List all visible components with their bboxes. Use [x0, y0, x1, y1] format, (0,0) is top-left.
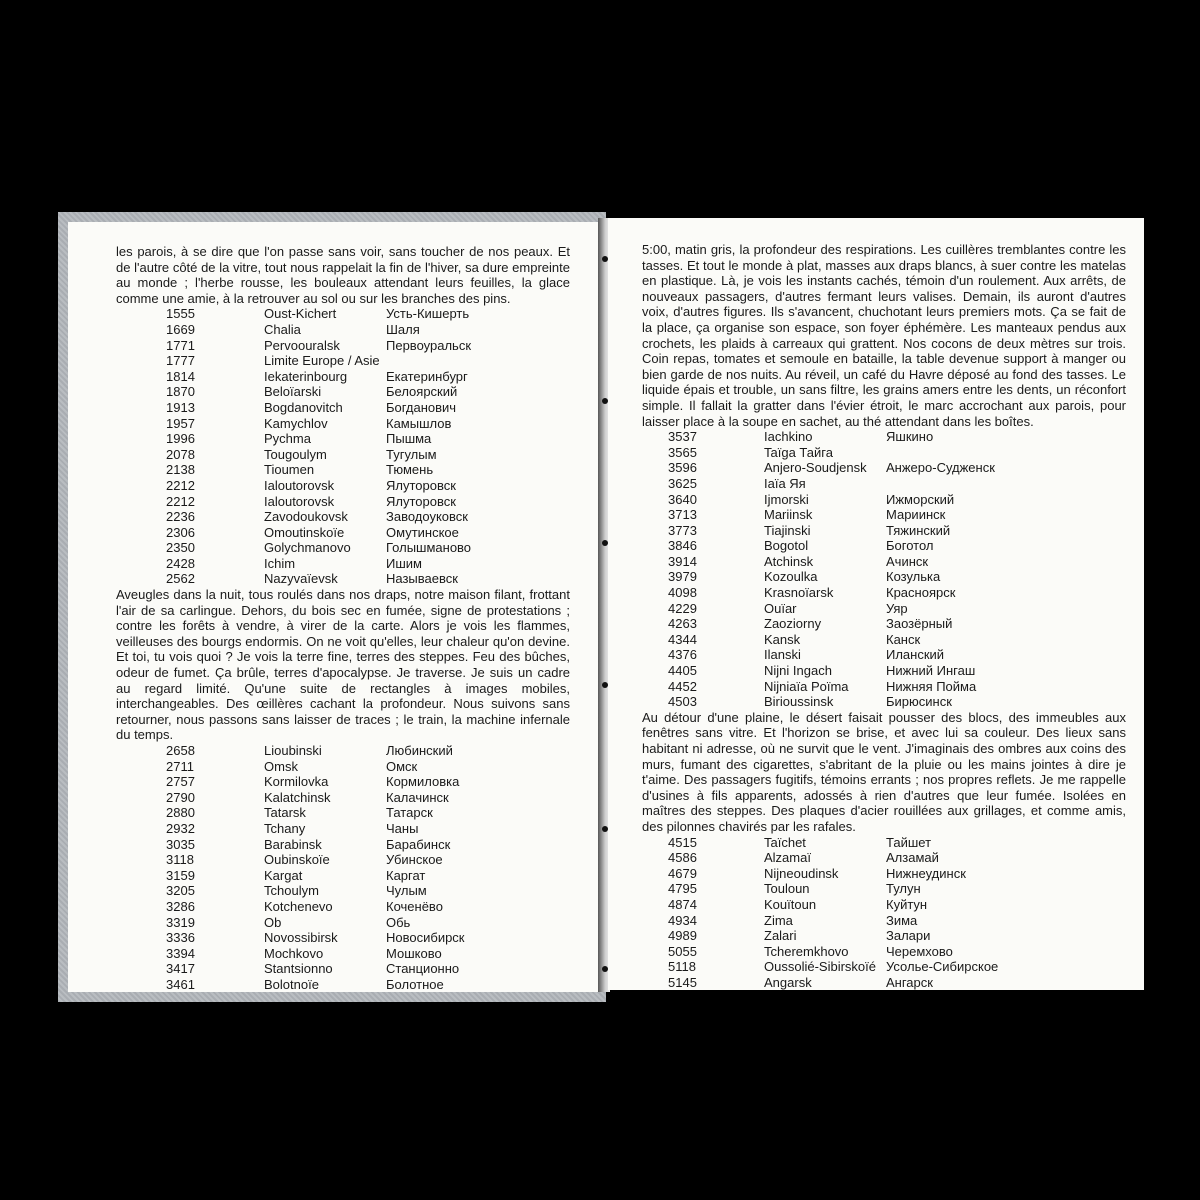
km-cell: 3596: [668, 460, 697, 476]
km-cell: 2350: [166, 540, 195, 556]
station-row: [642, 647, 1126, 663]
station-row: [642, 445, 1126, 461]
station-row: [116, 977, 570, 993]
station-name: Tougoulym: [264, 446, 327, 462]
station-name-ru: Зима: [886, 912, 918, 928]
km-cell: 2212: [166, 493, 195, 509]
km-cell: 4874: [668, 896, 697, 912]
station-name-ru: Анжеро-Судженск: [886, 460, 995, 476]
station-name: Chalia: [264, 321, 301, 337]
km-cell: 3118: [166, 852, 194, 868]
km-cell: 3417: [166, 961, 195, 977]
km-cell: 3159: [166, 867, 195, 883]
station-name: Tioumen: [264, 462, 315, 478]
station-name: Ob: [264, 914, 282, 930]
station-name-ru: Усолье-Сибирское: [886, 959, 999, 975]
km-cell: 1669: [166, 321, 195, 337]
station-row: [642, 866, 1126, 882]
km-cell: 3625: [668, 475, 697, 491]
station-row: [642, 554, 1126, 570]
km-cell: 4098: [668, 585, 697, 601]
station-name-ru: Ангарск: [886, 974, 933, 990]
station-name: Oussolié-Sibirskoïé: [764, 959, 876, 975]
station-row: [642, 928, 1126, 944]
station-table: [116, 743, 570, 993]
station-name: Iekaterinbourg: [264, 368, 348, 384]
station-row: [116, 369, 570, 385]
km-cell: 4344: [668, 631, 697, 647]
km-cell: 4515: [668, 834, 697, 850]
left-page: [68, 222, 598, 992]
station-name-ru: Чулым: [386, 883, 427, 899]
station-name-ru: Черемхово: [886, 943, 953, 959]
station-name: Angarsk: [764, 974, 812, 990]
station-row: [116, 899, 570, 915]
station-name: Ilanski: [764, 647, 801, 663]
station-name-ru: Заозёрный: [886, 616, 953, 632]
km-cell: 2757: [166, 774, 195, 790]
station-name-ru: Обь: [386, 914, 411, 930]
km-cell: 2562: [166, 571, 195, 587]
station-name-ru: Канск: [886, 631, 921, 647]
station-name-ru: Нижний Ингаш: [886, 663, 976, 679]
station-table: [116, 306, 570, 587]
km-cell: 1870: [166, 384, 195, 400]
station-name-ru: [386, 353, 570, 369]
station-table: [642, 835, 1126, 991]
station-name-ru: Козулька: [886, 569, 941, 585]
station-name: Kotchenevo: [264, 898, 333, 914]
station-name-ru: Голышманово: [386, 540, 472, 556]
station-row: [642, 679, 1126, 695]
station-row: [116, 525, 570, 541]
station-row: [642, 835, 1126, 851]
station-name: Zalari: [764, 928, 797, 944]
station-name: Iachkino: [764, 429, 813, 445]
km-cell: 4376: [668, 647, 697, 663]
station-name-ru: Ачинск: [886, 553, 929, 569]
station-name-ru: Тугулым: [386, 446, 437, 462]
station-name-ru: Красноярск: [886, 585, 956, 601]
station-name-ru: Коченёво: [386, 898, 443, 914]
station-name-ru: Уяр: [886, 600, 908, 616]
km-cell: 3035: [166, 836, 195, 852]
km-cell: 3640: [668, 491, 697, 507]
km-cell: 1913: [166, 399, 195, 415]
station-name: Tchoulym: [264, 883, 319, 899]
station-row: [642, 429, 1126, 445]
km-cell: 5118: [668, 959, 696, 975]
station-name-ru: Тулун: [886, 881, 921, 897]
station-name-ru: Ялуторовск: [386, 493, 456, 509]
km-cell: 2428: [166, 555, 195, 571]
station-name: Kormilovka: [264, 774, 329, 790]
station-name-ru: Белоярский: [386, 384, 458, 400]
station-name-ru: Екатеринбург: [386, 368, 468, 384]
paragraph: 5:00, matin gris, la profondeur des respirations. Les cuillères tremblantes contre les tasses. Et tout le monde à plat, masses aux draps blancs, à suer contre les matelas en plastique. Là, je vois les instants cachés, témoin d'un roulement. Aux arrêts, de nouveaux passagers, d'autres fermant leurs valises. Demain, ils auront d'autres voix, d'autres figures. Ils s'avancent, chuchotant leurs premiers mots. Ça se fait de la place, ça organise son espace, son foyer éphémère. Les manteaux pendus aux crochets, les plaids à carreaux qui grattent. Nos cocons de deux mètres sur trois. Coin repas, tomates et semoule en bataille, la table devenue support à manger ou bien garde de nos nuits. Au réveil, un café du Havre déposé au fond des tasses. Le liquide épais et trouble, un sans filtre, les grains amers entre les dents, un réconfort simple. Il fallait la gratter dans l'évier étroit, le marc accrochant aux parois, pour laisser place à la soupe en sachet, au thé attendant dans les boîtes.: [642, 242, 1126, 429]
km-cell: 3914: [668, 553, 697, 569]
station-row: [116, 868, 570, 884]
station-name: Nijni Ingach: [764, 663, 832, 679]
station-name-ru: Каргат: [386, 867, 426, 883]
station-name-ru: [886, 445, 1126, 461]
station-name: Omoutinskoïe: [264, 524, 345, 540]
km-cell: 1771: [166, 337, 195, 353]
station-name-ru: Яшкино: [886, 429, 934, 445]
station-name: Nazyvaïevsk: [264, 571, 338, 587]
km-cell: 3205: [166, 883, 195, 899]
station-row: [642, 959, 1126, 975]
paragraph: Aveugles dans la nuit, tous roulés dans nos draps, notre maison filant, frottant l'air de sa carlingue. Dehors, du bois sec en fumée, signe de protestations ; contre les forêts à vendre, à virer de la carte. Alors je vois les flammes, veilleuses des bourgs endormis. On ne voit qu'elles, leur chaleur qu'on devine. Et toi, tu vois quoi ? Je vois la terre fine, terres des steppes. Feu des bûches, odeur de fumet. Ça brûle, terres d'apocalypse. Je traverse. Je suis un cadre au regard limité. Qu'une suite de rectangles à images mobiles, interchangeables. Des œillères cachant la profondeur. Nous suivons sans retourner, nous passons sans laisser de traces ; le train, la machine infernale du temps.: [116, 587, 570, 743]
station-name: Lioubinski: [264, 743, 322, 758]
station-row: [116, 930, 570, 946]
station-name: Anjero-Soudjensk: [764, 460, 867, 476]
station-name: Kamychlov: [264, 415, 328, 431]
station-name-ru: Калачинск: [386, 789, 449, 805]
km-cell: 4989: [668, 928, 697, 944]
station-row: [642, 694, 1126, 710]
station-row: [642, 601, 1126, 617]
station-name-ru: Нижнеудинск: [886, 865, 966, 881]
station-row: [642, 523, 1126, 539]
station-name: Pychma: [264, 431, 311, 447]
km-cell: 3773: [668, 522, 697, 538]
station-row: [116, 883, 570, 899]
station-name: Zavodoukovsk: [264, 509, 348, 525]
station-name-ru: Шаля: [386, 321, 420, 337]
station-name-ru: Чаны: [386, 820, 419, 836]
station-row: [116, 462, 570, 478]
km-cell: 1777: [166, 353, 195, 369]
km-cell: 2236: [166, 509, 195, 525]
station-row: [116, 509, 570, 525]
station-name-ru: Любинский: [386, 743, 453, 758]
station-name: Krasnoïarsk: [764, 585, 834, 601]
station-row: [642, 897, 1126, 913]
station-name: Nijniaïa Poïma: [764, 678, 849, 694]
km-cell: 4263: [668, 616, 697, 632]
station-name: Omsk: [264, 758, 298, 774]
station-name-ru: Называевск: [386, 571, 458, 587]
station-name: Kargat: [264, 867, 303, 883]
station-name-ru: Мариинск: [886, 507, 946, 523]
station-row: [642, 476, 1126, 492]
km-cell: 2138: [166, 462, 195, 478]
km-cell: 4503: [668, 694, 697, 710]
station-name: Oubinskoïe: [264, 852, 330, 868]
paragraph: Au détour d'une plaine, le désert faisait pousser des blocs, des immeubles aux fenêtres sans vitre. Et l'horizon se brise, et avec lui sa couleur. Des lieux sans habitant ni adresse, où ne survit que le vent. J'imaginais des ombres aux coins des murs, fumant des cigarettes, s'abritant de la pluie ou les mains jointes à dire je t'aime. Des passagers fugitifs, témoins errants ; nos propres reflets. Je me rappelle d'usines à fils apparents, adossés à rien d'autres que leur fumée. Isolées en maîtres des steppes. Des plaques d'acier rouillées aux grillages, et comme amis, des pilonnes chavirés par les rafales.: [642, 709, 1126, 834]
station-row: [116, 400, 570, 416]
station-name-ru: Боготол: [886, 538, 934, 554]
station-row: [116, 915, 570, 931]
km-cell: 4586: [668, 850, 697, 866]
station-name-ru: Усть-Кишерть: [386, 306, 470, 322]
station-name-ru: Татарск: [386, 805, 433, 821]
station-name: Atchinsk: [764, 553, 814, 569]
station-row: [116, 961, 570, 977]
station-name: Ialoutorovsk: [264, 477, 335, 493]
station-row: [642, 944, 1126, 960]
station-row: [116, 384, 570, 400]
station-name: Alzamaï: [764, 850, 811, 866]
station-row: [116, 322, 570, 338]
km-cell: 3394: [166, 945, 195, 961]
station-name: Bogotol: [764, 538, 809, 554]
station-row: [642, 881, 1126, 897]
station-name: Tiajinski: [764, 522, 811, 538]
station-name: Kozoulka: [764, 569, 818, 585]
station-name-ru: Новосибирск: [386, 930, 465, 946]
km-cell: 2790: [166, 789, 195, 805]
station-name-ru: Пышма: [386, 431, 432, 447]
station-name-ru: Ялуторовск: [386, 477, 456, 493]
station-name: Zaoziorny: [764, 616, 822, 632]
km-cell: 3461: [166, 976, 195, 992]
station-row: [116, 353, 570, 369]
station-name: Kalatchinsk: [264, 789, 331, 805]
station-row: [116, 743, 570, 759]
km-cell: 1996: [166, 431, 195, 447]
station-name: Barabinsk: [264, 836, 322, 852]
km-cell: 4679: [668, 865, 697, 881]
station-name: Kouïtoun: [764, 896, 817, 912]
station-row: [642, 569, 1126, 585]
km-cell: 3336: [166, 930, 195, 946]
station-name-ru: Ишим: [386, 555, 422, 571]
station-row: [116, 759, 570, 775]
station-row: [116, 556, 570, 572]
station-name: Iaïa Яя: [764, 475, 806, 491]
km-cell: 2078: [166, 446, 195, 462]
station-name: Bolotnoïe: [264, 976, 319, 992]
km-cell: 2711: [166, 758, 194, 774]
paragraph: les parois, à se dire que l'on passe sans voir, sans toucher de nos peaux. Et de l'autre côté de la vitre, tout nous rappelait la fin de l'hiver, sa dure empreinte au monde ; l'herbe rousse, les bouleaux attendant leurs feuilles, la glace comme une amie, à la retrouver au sol ou sur les branches des pins.: [116, 244, 570, 306]
station-name: Tcheremkhovo: [764, 943, 849, 959]
station-row: [116, 837, 570, 853]
station-name-ru: Мошково: [386, 945, 442, 961]
station-name-ru: Станционно: [386, 961, 460, 977]
station-name-ru: Заводоуковск: [386, 509, 468, 525]
station-row: [116, 338, 570, 354]
km-cell: 4229: [668, 600, 697, 616]
km-cell: 3286: [166, 898, 195, 914]
station-row: [642, 913, 1126, 929]
station-name: Novossibirsk: [264, 930, 338, 946]
station-table: [642, 429, 1126, 710]
station-name: Golychmanovo: [264, 540, 351, 556]
km-cell: 1957: [166, 415, 195, 431]
station-name: Ouïar: [764, 600, 797, 616]
station-row: [116, 478, 570, 494]
station-name: Tchany: [264, 820, 306, 836]
station-name-ru: Кормиловка: [386, 774, 460, 790]
station-row: [116, 821, 570, 837]
station-row: [116, 946, 570, 962]
station-name: Taïchet: [764, 834, 806, 850]
station-row: [116, 431, 570, 447]
station-name-ru: Залари: [886, 928, 931, 944]
station-name-ru: Болотное: [386, 976, 444, 992]
station-name: Kansk: [764, 631, 801, 647]
station-name-ru: [886, 476, 1126, 492]
station-row: [642, 616, 1126, 632]
station-row: [116, 790, 570, 806]
station-row: [116, 852, 570, 868]
station-row: [642, 507, 1126, 523]
station-name: Stantsionno: [264, 961, 333, 977]
km-cell: 3537: [668, 429, 697, 445]
station-name-ru: Тайшет: [886, 834, 932, 850]
station-name: Beloïarski: [264, 384, 322, 400]
station-name-ru: Первоуральск: [386, 337, 472, 353]
km-cell: 3565: [668, 444, 697, 460]
station-name-ru: Камышлов: [386, 415, 452, 431]
km-cell: 2880: [166, 805, 195, 821]
station-row: [116, 447, 570, 463]
station-row: [642, 850, 1126, 866]
station-name-ru: Убинское: [386, 852, 443, 868]
station-name: Ialoutorovsk: [264, 493, 335, 509]
station-row: [116, 540, 570, 556]
km-cell: 3319: [166, 914, 195, 930]
km-cell: 4405: [668, 663, 697, 679]
station-row: [642, 663, 1126, 679]
station-name-ru: Барабинск: [386, 836, 451, 852]
station-name-ru: Куйтун: [886, 896, 928, 912]
right-page: [608, 218, 1144, 990]
station-row: [642, 975, 1126, 991]
station-name: Ichim: [264, 555, 296, 571]
station-row: [642, 492, 1126, 508]
station-row: [642, 538, 1126, 554]
station-name: Touloun: [764, 881, 810, 897]
station-name-ru: Алзамай: [886, 850, 939, 866]
station-name: Nijneoudinsk: [764, 865, 839, 881]
station-row: [642, 585, 1126, 601]
station-name: Bogdanovitch: [264, 399, 343, 415]
station-row: [116, 805, 570, 821]
km-cell: 4452: [668, 678, 697, 694]
station-name-ru: Тюмень: [386, 462, 434, 478]
km-cell: 3979: [668, 569, 697, 585]
km-cell: 2658: [166, 743, 195, 758]
km-cell: 1814: [166, 368, 195, 384]
station-name: Oust-Kichert: [264, 306, 337, 322]
km-cell: 4934: [668, 912, 697, 928]
station-name: Mochkovo: [264, 945, 324, 961]
station-name-ru: Нижняя Пойма: [886, 678, 977, 694]
station-row: [116, 494, 570, 510]
station-name-ru: Омутинское: [386, 524, 459, 540]
station-row: [116, 306, 570, 322]
station-row: [116, 571, 570, 587]
station-name-ru: Омск: [386, 758, 418, 774]
station-row: [116, 774, 570, 790]
km-cell: 2932: [166, 820, 195, 836]
km-cell: 1555: [166, 306, 195, 322]
station-name: Tatarsk: [264, 805, 306, 821]
station-name-ru: Тяжинский: [886, 522, 951, 538]
station-name: Zima: [764, 912, 793, 928]
km-cell: 2212: [166, 477, 195, 493]
station-row: [116, 416, 570, 432]
station-row: [642, 632, 1126, 648]
station-name-ru: Ижморский: [886, 491, 955, 507]
station-name-ru: Бирюсинск: [886, 694, 952, 710]
station-name: Limite Europe / Asie: [264, 353, 380, 369]
station-name-ru: Иланский: [886, 647, 945, 663]
station-name: Birioussinsk: [764, 694, 834, 710]
km-cell: 5145: [668, 974, 697, 990]
km-cell: 5055: [668, 943, 697, 959]
station-row: [642, 460, 1126, 476]
station-name: Pervoouralsk: [264, 337, 340, 353]
station-name: Mariinsk: [764, 507, 813, 523]
km-cell: 3846: [668, 538, 697, 554]
station-name: Taïga Тайга: [764, 444, 833, 460]
station-name: Ijmorski: [764, 491, 809, 507]
km-cell: 3713: [668, 507, 697, 523]
km-cell: 4795: [668, 881, 697, 897]
station-name-ru: Богданович: [386, 399, 457, 415]
km-cell: 2306: [166, 524, 195, 540]
